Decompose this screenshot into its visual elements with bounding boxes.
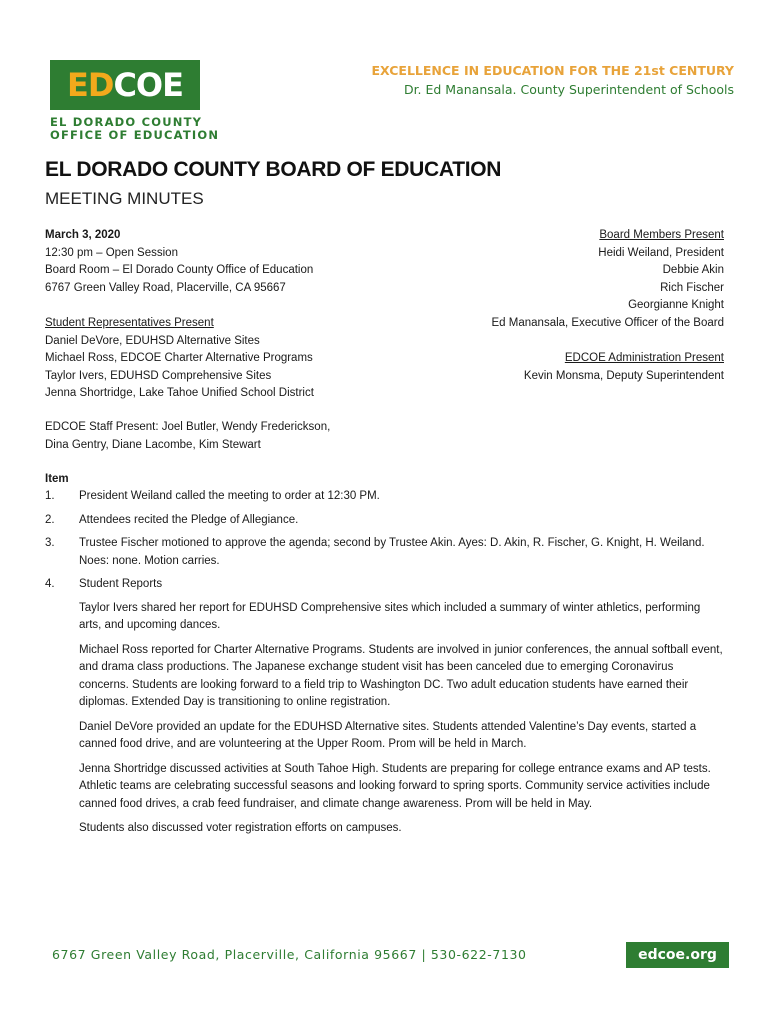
item-number: 3. <box>45 537 55 549</box>
item-number: 2. <box>45 513 55 526</box>
student-report: Taylor Ivers shared her report for EDUHSD Comprehensive sites which included a summary of winter athletics, performing arts, and upcoming dances. <box>79 601 701 631</box>
meeting-date: March 3, 2020 <box>45 229 121 241</box>
student-rep: Jenna Shortridge, Lake Tahoe Unified School District <box>45 387 314 399</box>
board-member: Debbie Akin <box>662 264 724 276</box>
edcoe-staff <box>45 419 330 454</box>
meeting-info <box>45 227 313 297</box>
staff-line: Dina Gentry, Diane Lacombe, Kim Stewart <box>45 438 261 451</box>
agenda-item <box>45 576 725 594</box>
student-report: Michael Ross reported for Charter Alternative Programs. Students are involved in junior conferences, the annual softball event, and drama class productions. The Japanese exchange student visit has been canceled due to emerging Coronavirus concerns. Students are looking forward to a field trip to Washington DC. Two adult education students have earned their diplomas. Extended Day is transitioning to online registration. <box>79 643 723 708</box>
logo-wordmark: EDCOE <box>67 66 183 104</box>
board-members <box>492 227 724 332</box>
footer-website-link[interactable]: edcoe.org <box>626 942 729 968</box>
superintendent-line: Dr. Ed Manansala. County Superintendent of Schools <box>403 82 734 97</box>
edcoe-logo <box>50 60 200 110</box>
footer-address: 6767 Green Valley Road, Placerville, California 95667 | 530-622-7130 <box>52 947 527 962</box>
board-members-heading: Board Members Present <box>599 229 724 241</box>
item-number: 1. <box>45 490 55 502</box>
logo-subtitle <box>50 116 220 142</box>
board-member: Heidi Weiland, President <box>598 246 724 259</box>
logo-subtitle-line1: EL DORADO COUNTY <box>50 115 203 129</box>
item-text: President Weiland called the meeting to order at 12:30 PM. <box>79 490 380 502</box>
student-rep: Michael Ross, EDCOE Charter Alternative Programs <box>45 352 313 364</box>
staff-line: EDCOE Staff Present: Joel Butler, Wendy Frederickson, <box>45 421 331 433</box>
agenda-items <box>45 471 725 845</box>
agenda-item <box>45 535 725 570</box>
tagline: EXCELLENCE IN EDUCATION FOR THE 21st CENTURY <box>371 63 734 78</box>
item-text: Student Reports <box>79 578 163 590</box>
board-member: Rich Fischer <box>660 281 724 294</box>
student-rep: Taylor Ivers, EDUHSD Comprehensive Sites <box>45 369 272 382</box>
board-member: Georgianne Knight <box>628 299 724 311</box>
admin-heading: EDCOE Administration Present <box>564 352 724 364</box>
logo-subtitle-line2: OFFICE OF EDUCATION <box>50 128 220 142</box>
item-text: Attendees recited the Pledge of Allegiance. <box>79 513 299 526</box>
admin-member: Kevin Monsma, Deputy Superintendent <box>523 369 724 382</box>
meeting-time: 12:30 pm – Open Session <box>45 246 178 259</box>
item-number: 4. <box>45 578 55 590</box>
meeting-room: Board Room – El Dorado County Office of Education <box>45 264 314 276</box>
student-rep: Daniel DeVore, EDUHSD Alternative Sites <box>45 334 260 347</box>
student-reps-heading: Student Representatives Present <box>45 317 214 329</box>
student-report: Jenna Shortridge discussed activities at South Tahoe High. Students are preparing for college entrance exams and AP tests. Athletic teams are celebrating successful seasons and looking forward to spring sports. Community service activities include canned food drives, a crab feed fundraiser, and climate change awareness. Prom will be held in May. <box>79 762 711 810</box>
student-report: Daniel DeVore provided an update for the EDUHSD Alternative sites. Students attended Valentine’s Day events, started a canned food drive, and are volunteering at the Upper Room. Prom will be held in March. <box>79 720 697 750</box>
board-member: Ed Manansala, Executive Officer of the Board <box>491 316 724 329</box>
student-representatives <box>45 315 314 403</box>
edcoe-administration <box>524 350 724 385</box>
agenda-item <box>45 488 725 506</box>
item-text: Trustee Fischer motioned to approve the agenda; second by Trustee Akin. Ayes: D. Akin, R. Fischer, G. Knight, H. Weiland. Noes: none. Motion carries. <box>79 537 705 567</box>
agenda-item <box>45 512 725 530</box>
document-subtitle: MEETING MINUTES <box>45 189 204 208</box>
student-report: Students also discussed voter registration efforts on campuses. <box>79 822 402 834</box>
items-heading: Item <box>45 473 69 485</box>
document-title: EL DORADO COUNTY BOARD OF EDUCATION <box>45 158 502 181</box>
meeting-address: 6767 Green Valley Road, Placerville, CA 95667 <box>45 281 286 294</box>
